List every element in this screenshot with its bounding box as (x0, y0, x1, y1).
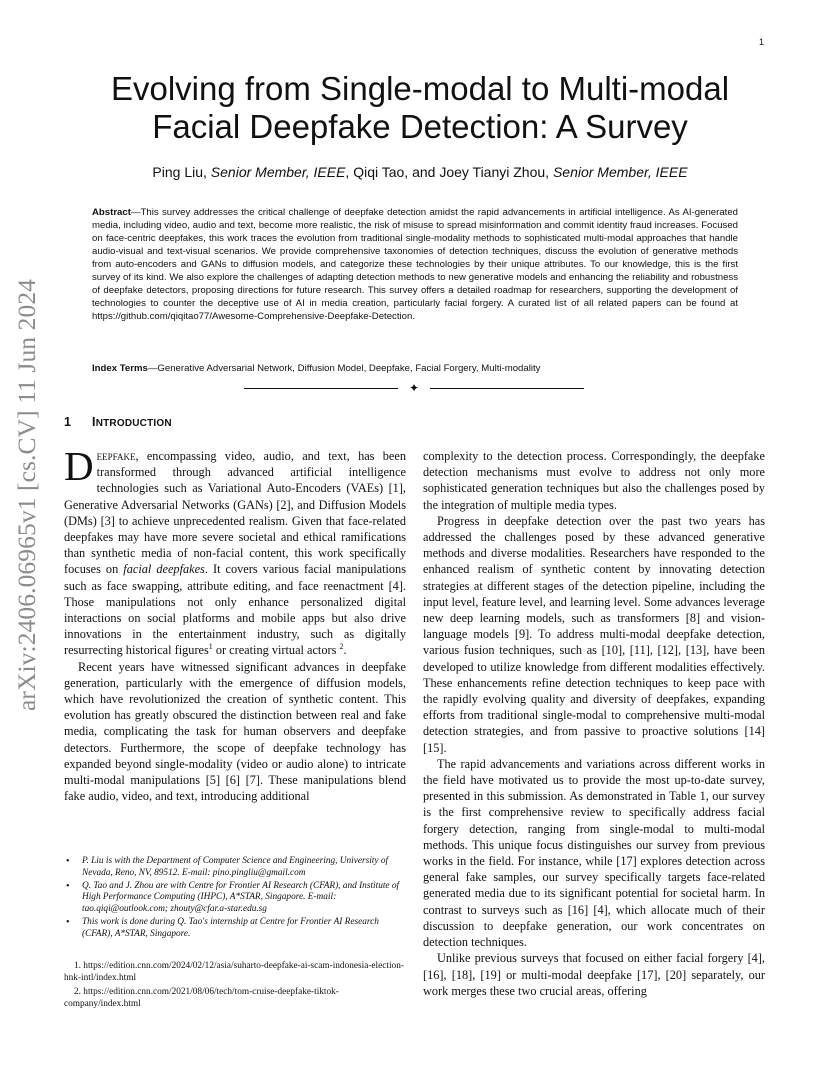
arxiv-identifier-text: arXiv:2406.06965v1 [cs.CV] 11 Jun 2024 (12, 278, 42, 712)
intro-paragraph-2: Recent years have witnessed significant advances in deepfake generation, particularly with the emergence of diffusion models, which have revolutionized the creation of synthetic content. This evolution has greatly obscured the distinction between real and fake media, complicating the task for human observers and deepfake detectors. Furthermore, the scope of deepfake technology has expanded beyond single-modality (video or audio alone) to intricate multi-modal manipulations [5] [6] [7]. These manipulations blend fake audio, video, and text, introducing additional (64, 659, 406, 804)
footnote-ref-2[interactable]: 2 (339, 642, 344, 652)
divider-line-left (244, 388, 398, 389)
section-number: 1 (64, 415, 72, 429)
intro-smallcaps: eepfake (96, 449, 136, 463)
divider-star-icon: ✦ (408, 381, 420, 395)
affiliation-item: • This work is done during Q. Tao's internship at Centre for Frontier AI Research (CFAR), A*STAR, Singapore. (64, 917, 406, 941)
author-1: Ping Liu, (152, 164, 211, 180)
url-footnotes (64, 960, 406, 1011)
affiliation-item: • P. Liu is with the Department of Computer Science and Engineering, University of Nevada, Reno, NV, 89512. E-mail: pino.pingliu@gmail.com (64, 856, 406, 880)
right-paragraph-3: The rapid advancements and variations across different works in the field have motivated us to provide the most up-to-date survey, presented in this submission. As demonstrated in Table 1, our survey is the first comprehensive review to specifically address facial forgery detection, ranging from single-modal to multi-modal methods. This unique focus distinguishes our survey from previous works in the field. For instance, while [17] explores detection across general fake samples, our survey specifically targets face-related generated media due to its significant potential for societal harm. In contrast to surveys such as [16] [4], which allocate much of their discussion to deepfake generation, our work concentrates on detection techniques. (423, 756, 765, 950)
abstract-label: Abstract (92, 207, 131, 218)
footnote-ref-1[interactable]: 1 (208, 642, 213, 652)
abstract (92, 206, 738, 323)
author-1-role: Senior Member, IEEE (210, 164, 346, 180)
url-footnote-2[interactable]: 2. https://edition.cnn.com/2021/08/06/tech/tom-cruise-deepfake-tiktok-company/index.html (64, 986, 339, 1009)
right-column (423, 448, 765, 999)
affiliation-footnotes (64, 856, 406, 942)
index-terms-label: Index Terms (92, 363, 148, 374)
right-paragraph-2: Progress in deepfake detection over the past two years has addressed the challenges posed by these advanced generative methods and diverse modalities. Researchers have responded to the enhanced realism of synthetic content by innovating detection strategies at different stages of the detection pipeline, including the input level, feature level, and learning level. Some advances leverage new deep learning models, such as transformers [8] and vision-language models [9]. To address multi-modal deepfake detection, various fusion techniques, such as [10], [11], [12], [13], have been developed to utilize knowledge from different modalities effectively. These enhancements refine detection techniques to keep pace with the rapidly evolving quality and diversity of deepfakes, expanding efforts from traditional single-modal to comprehensive multi-modal detection strategies, and from passive to proactive solutions [14] [15]. (423, 513, 765, 755)
intro-text-a: , encompassing video, audio, and text, has been transformed through advanced artificial intelligence technologies such as Variational Auto-Encoders (VAEs) [1], Generative Adversarial Networks (GANs) [2], and Diffusion Models (DMs) [3] to achieve unprecedented realism. Given that face-related deepfakes may have more severe societal and ethical ramifications than synthetic media of non-facial content, this work specifically focuses on (64, 449, 406, 577)
page-number: 1 (758, 37, 764, 47)
intro-text-c: or creating virtual actors (212, 643, 340, 658)
title-line-2: Facial Deepfake Detection: A Survey (152, 108, 688, 145)
affiliation-item: • Q. Tao and J. Zhou are with Centre for Frontier AI Research (CFAR), and Institute of High Performance Computing (IHPC), A*STAR, Singapore. E-mail: tao.qiqi@outlook.com; zhouty@cfar.a-star.edu.sg (64, 881, 406, 916)
divider-line-right (430, 388, 584, 389)
title-line-1: Evolving from Single-modal to Multi-modal (110, 70, 730, 107)
section-heading (64, 415, 172, 429)
left-column (64, 443, 406, 804)
drop-cap: D (64, 443, 94, 489)
authors-2-3: , Qiqi Tao, and Joey Tianyi Zhou, (345, 164, 553, 180)
author-3-role: Senior Member, IEEE (552, 164, 688, 180)
index-terms (92, 362, 738, 375)
paper-title (70, 70, 770, 146)
abstract-text: —This survey addresses the critical challenge of deepfake detection amidst the rapid advancements in artificial intelligence. As AI-generated media, including video, audio and text, become more realistic, the risk of misuse to spread misinformation and commit identity fraud increases. Focused on face-centric deepfakes, this work traces the evolution from traditional single-modality methods to sophisticated multi-modal approaches that handle audio-visual and text-visual scenarios. We provide comprehensive taxonomies of detection techniques, discuss the evolution of generative methods from auto-encoders and GANs to diffusion models, and categorize these technologies by their unique attributes. To our knowledge, this is the first survey of its kind. We also explore the challenges of adapting detection methods to new generative models and enhancing the reliability and robustness of deepfake detectors, proposing directions for future research. This survey offers a detailed roadmap for researchers, supporting the development of technologies to counter the deceptive use of AI in media creation, particularly facial forgery. A curated list of all related papers can be found at https://github.com/qiqitao77/Awesome-Comprehensive-Deepfake-Detection. (92, 207, 738, 322)
section-divider (244, 380, 584, 396)
intro-text-b: . It covers various facial manipulations such as face swapping, attribute editing, and face reenactment [4]. Those manipulations not only enhance personalized digital interactions on social platforms and mobile apps but also drive innovations in the entertainment industry, such as digitally resurrecting historical figures (64, 562, 406, 658)
section-title-initial: I (92, 415, 96, 429)
right-paragraph-1: complexity to the detection process. Correspondingly, the deepfake detection mechanisms must evolve to address not only more sophisticated generation techniques but also the challenges posed by the integration of multiple media types. (423, 449, 765, 512)
index-terms-text: —Generative Adversarial Network, Diffusion Model, Deepfake, Facial Forgery, Multi-modality (147, 363, 541, 374)
author-list (70, 164, 770, 180)
intro-paragraph-1 (64, 443, 406, 659)
intro-italic: facial deepfakes (123, 562, 205, 577)
section-title-rest: NTRODUCTION (95, 418, 172, 429)
right-paragraph-4: Unlike previous surveys that focused on either facial forgery [4], [16], [18], [19] or multi-modal deepfake [17], [20] separately, our work merges these two crucial areas, offering (423, 951, 765, 998)
intro-text-d: . (343, 643, 347, 658)
arxiv-identifier-stamp (2, 278, 52, 712)
url-footnote-1[interactable]: 1. https://edition.cnn.com/2024/02/12/asia/suharto-deepfake-ai-scam-indonesia-election-hnk-intl/index.html (64, 961, 404, 984)
